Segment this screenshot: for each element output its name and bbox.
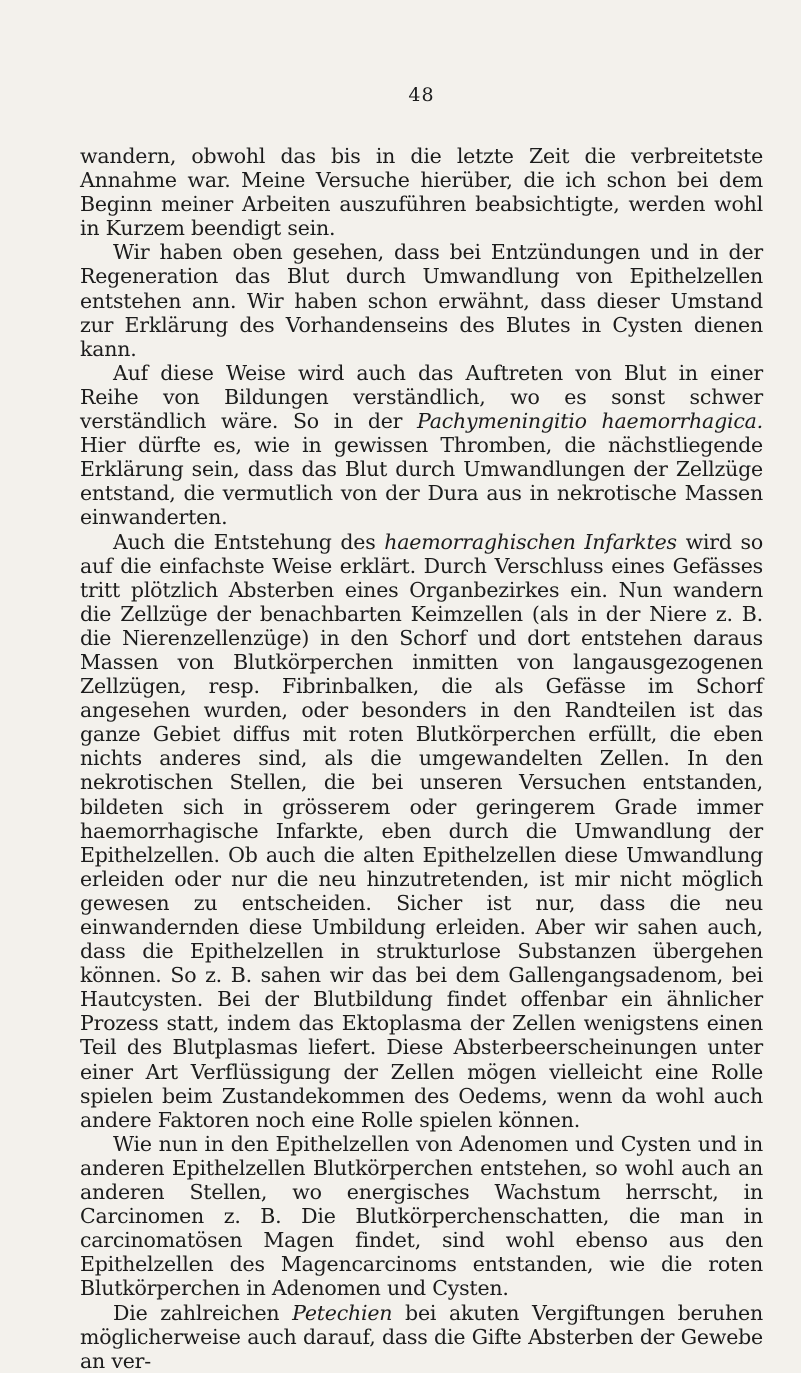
text-run: wird so auf die einfachste Weise erklärt. Durch Verschluss eines Gefässes tritt plötzlich Absterben eines Organbezirkes ein. Nun wandern die Zellzüge der benachbarten Keimzellen (als in der Niere z. B. die Nierenzellenzüge) in den Schorf und dort entstehen daraus Massen von Blutkörperchen inmitten von langausgezogenen Zellzügen, resp. Fibrinbalken, die als Gefässe im Schorf angesehen wurden, oder besonders in den Randteilen ist das ganze Gebiet diffus mit roten Blutkörperchen erfüllt, die eben nichts anderes sind, als die umgewandelten Zellen. In den nekrotischen Stellen, die bei unseren Versuchen entstanden, bildeten sich in grösserem oder geringerem Grade immer haemorrhagische Infarkte, eben durch die Umwandlung der Epithelzellen. Ob auch die alten Epithelzellen diese Umwandlung erleiden oder nur die neu hinzutretenden, ist mir nicht möglich gewesen zu entscheiden. Sicher ist nur, dass die neu einwandernden diese Umbildung erleiden. Aber wir sahen auch, dass die Epithelzellen in strukturlose Substanzen übergehen können. So z. B. sahen wir das bei dem Gallengangsadenom, bei Hautcysten. Bei der Blutbildung findet offenbar ein ähnlicher Prozess statt, indem das Ektoplasma der Zellen wenigstens einen Teil des Blutplasmas liefert. Diese Absterbeerscheinungen unter einer Art Verflüssigung der Zellen mögen vielleicht eine Rolle spielen beim Zustandekommen des Oedems, wenn da wohl auch andere Faktoren noch eine Rolle spielen können. [80,529,763,1132]
body-text [80,144,763,1373]
text-run: Die zahlreichen [113,1300,293,1325]
page-number: 48 [408,84,435,106]
text-run: Auch die Entstehung des [113,529,385,554]
paragraph [80,361,763,530]
text-run: bei akuten Vergiftungen beruhen möglicherweise auch darauf, dass die Gifte Absterben der Gewebe an ver- [80,1300,763,1373]
paragraph [80,144,763,240]
text-run: Wie nun in den Epithelzellen von Adenomen und Cysten und in anderen Epithelzellen Blutkörperchen entstehen, so wohl auch an anderen Stellen, wo energisches Wachstum herrscht, in Carcinomen z. B. Die Blutkörperchenschatten, die man in carcinomatösen Magen findet, sind wohl ebenso aus den Epithelzellen des Magencarcinoms entstanden, wie die roten Blutkörperchen in Adenomen und Cysten. [80,1131,763,1301]
text-run: wandern, obwohl das bis in die letzte Zeit die verbreitetste Annahme war. Meine Versuche hierüber, die ich schon bei dem Beginn meiner Arbeiten auszuführen beabsichtigte, werden wohl in Kurzem beendigt sein. [80,144,763,241]
paragraph [80,1301,763,1373]
text-run: Hier dürfte es, wie in gewissen Thromben, die nächstliegende Erklärung sein, dass das Blut durch Umwandlungen der Zellzüge entstand, die vermutlich von der Dura aus in nekrotische Massen einwanderten. [80,433,763,530]
paragraph [80,1132,763,1301]
italic-term: haemorraghischen Infarktes [384,529,677,554]
paragraph [80,530,763,1132]
paragraph [80,240,763,360]
text-run: Auf diese Weise wird auch das Auftreten von Blut in einer Reihe von Bildungen verständlich, wo es sonst schwer verständlich wäre. So in der [80,360,763,434]
text-run: Wir haben oben gesehen, dass bei Entzündungen und in der Regeneration das Blut durch Umwandlung von Epithelzellen entstehen ann. Wir haben schon erwähnt, dass dieser Umstand zur Erklärung des Vorhandenseins des Blutes in Cysten dienen kann. [80,240,763,361]
italic-term: Petechien [292,1300,393,1325]
italic-term: Pachymeningitio haemorrhagica. [417,409,763,434]
